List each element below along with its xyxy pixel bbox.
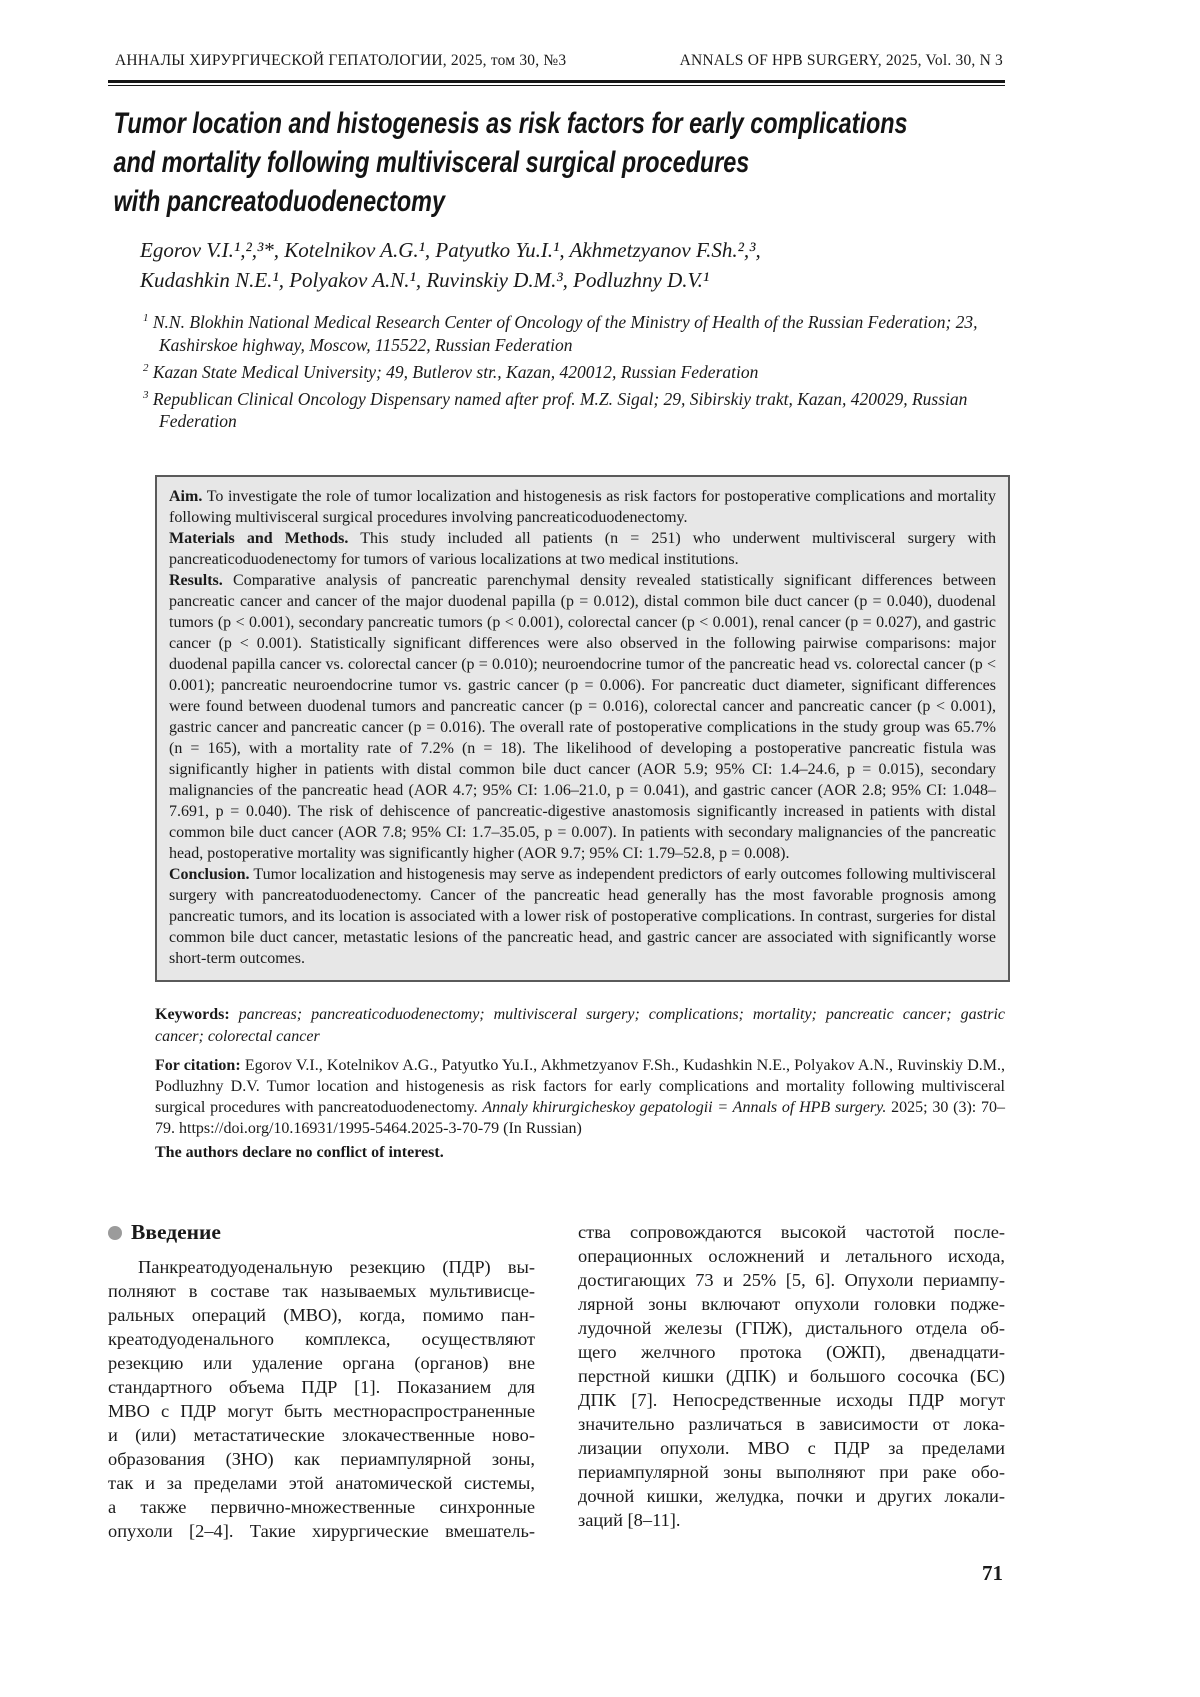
text-line: креатодуоденального комплекса, осуществляют	[108, 1329, 535, 1350]
text-line: образования (ЗНО) как периампулярной зоны,	[108, 1449, 535, 1470]
abstract-section-label: Results.	[169, 572, 223, 590]
keywords-block	[155, 1004, 1005, 1047]
abstract-section-label: Materials and Methods.	[169, 530, 349, 548]
intro-left-column	[108, 1220, 535, 1543]
section-bullet-icon	[108, 1226, 122, 1240]
text-line: и (или) метастатические злокачественные ново-	[108, 1425, 535, 1446]
abstract-section-text: To investigate the role of tumor localization and histogenesis as risk factors for postoperative complications and mortality following multivisceral surgical procedures involving pancreaticoduodenectomy.	[169, 488, 996, 527]
abstract-section-label: Conclusion.	[169, 866, 250, 884]
affiliation-text: Republican Clinical Oncology Dispensary named after prof. M.Z. Sigal; 29, Sibirskiy trakt, Kazan, 420029, Russian Federation	[152, 388, 968, 432]
text-line: ДПК [7]. Непосредственные исходы ПДР могут	[578, 1390, 1005, 1411]
affiliation-marker: 3	[143, 388, 149, 401]
abstract-section-text: This study included all patients (n = 251) who underwent multivisceral surgery with pancreaticoduodenectomy for tumors of various localizations at two medical institutions.	[169, 530, 997, 569]
text-line: так и за пределами этой анатомической системы,	[108, 1473, 535, 1494]
text-line: щего желчного протока (ОЖП), двенадцати-	[578, 1342, 1005, 1363]
affiliation-item	[143, 357, 1005, 384]
text-line: лярной зоны включают опухоли головки подже-	[578, 1294, 1005, 1315]
text-line: опухоли [2–4]. Такие хирургические вмешатель-	[108, 1521, 535, 1542]
article-title-line: and mortality following multivisceral surgical procedures	[113, 146, 750, 179]
page-content	[108, 0, 1005, 1586]
text-line: периампулярной зоны выполняют при раке обо-	[578, 1462, 1005, 1483]
masthead-left-title: АННАЛЫ ХИРУРГИЧЕСКОЙ ГЕПАТОЛОГИИ, 2025, том 30, №3	[115, 52, 567, 69]
text-line: а также первично-множественные синхронные	[108, 1497, 535, 1518]
page-number: 71	[982, 1561, 1003, 1586]
affiliation-item	[143, 384, 1005, 434]
affiliation-text: Kazan State Medical University; 49, Butlerov str., Kazan, 420012, Russian Federation	[152, 361, 759, 382]
text-line: достигающих 73 и 25% [5, 6]. Опухоли периампу-	[578, 1270, 1005, 1291]
text-line: стандартного объема ПДР [1]. Показанием для	[108, 1377, 535, 1398]
affiliation-marker: 1	[143, 312, 149, 324]
text-line: ства сопровождаются высокой частотой после-	[578, 1222, 1005, 1243]
citation-suffix: 2025; 30 (3): 70–79. https://doi.org/10.16931/1995-5464.2025-3-70-79 (In Russian)	[155, 1099, 1006, 1138]
affiliation-marker: 2	[143, 361, 149, 374]
abstract-section-text: Tumor localization and histogenesis may serve as independent predictors of early outcomes following multivisceral surgery with pancreatoduodenectomy. Cancer of the pancreatic head generally has the most favorable prognosis among pancreatic tumors, and its location is associated with a lower risk of postoperative complications. In contrast, surgeries for distal common bile duct cancer, metastatic lesions of the pancreatic head, and gastric cancer are associated with significantly worse short-term outcomes.	[169, 866, 996, 968]
keywords-text: pancreas; pancreaticoduodenectomy; multivisceral surgery; complications; mortality; pancreatic cancer; gastric cancer; colorectal cancer	[155, 1006, 1006, 1045]
text-line: операционных осложнений и летального исхода,	[578, 1246, 1005, 1267]
keywords-label: Keywords:	[155, 1006, 230, 1024]
citation-label: For citation:	[155, 1057, 241, 1075]
masthead-rule-divider	[108, 80, 1005, 86]
article-title-line: with pancreatoduodenectomy	[113, 185, 446, 218]
affiliations-list	[108, 307, 1005, 433]
masthead-right-title: ANNALS OF HPB SURGERY, 2025, Vol. 30, N 3	[679, 52, 1003, 69]
text-line: полняют в составе так называемых мультивисце-	[108, 1281, 535, 1302]
text-line: резекцию или удаление органа (органов) вне	[108, 1353, 535, 1374]
article-title	[108, 104, 908, 221]
abstract-box	[155, 475, 1010, 982]
text-line: лудочной железы (ГПЖ), дистального отдела об-	[578, 1318, 1005, 1339]
text-line: перстной кишки (ДПК) и большого сосочка (БС)	[578, 1366, 1005, 1387]
text-line: лизации опухоли. МВО с ПДР за пределами	[578, 1438, 1005, 1459]
abstract-section-label: Aim.	[169, 488, 203, 506]
text-line: дочной кишки, желудка, почки и других локали-	[578, 1486, 1005, 1507]
abstract-section-materials	[169, 528, 996, 570]
citation-text: Egorov V.I., Kotelnikov A.G., Patyutko Yu.I., Akhmetzyanov F.Sh., Kudashkin N.E., Polyakov A.N., Ruvinskiy D.M., Podluzhny D.V. Tumor location and histogenesis as risk factors for early complications and mortality following multivisceral surgical procedures with pancreatoduodenectomy.	[155, 1057, 1006, 1117]
intro-heading-label: Введение	[131, 1220, 221, 1245]
text-line: Панкреатодуоденальную резекцию (ПДР) вы-	[138, 1257, 535, 1278]
introduction-section	[108, 1220, 1005, 1543]
article-title-line: Tumor location and histogenesis as risk factors for early complications	[113, 107, 908, 140]
intro-right-column	[578, 1220, 1005, 1543]
abstract-section-aim	[169, 486, 996, 528]
abstract-section-results	[169, 570, 996, 864]
intro-heading	[108, 1220, 535, 1245]
citation-journal-name: Annaly khirurgicheskoy gepatologii = Annals of HPB surgery.	[482, 1099, 887, 1117]
citation-block	[155, 1055, 1005, 1139]
affiliation-text: N.N. Blokhin National Medical Research Center of Oncology of the Ministry of Health of the Russian Federation; 23, Kashirskoe highway, Moscow, 115522, Russian Federation	[152, 311, 978, 355]
conflict-of-interest-statement: The authors declare no conflict of interest.	[155, 1144, 444, 1162]
journal-masthead	[108, 52, 1005, 70]
text-line: ральных операций (МВО), когда, помимо пан-	[108, 1305, 535, 1326]
authors-list	[108, 235, 1005, 295]
text-line: МВО с ПДР могут быть местнораспространенные	[108, 1401, 535, 1422]
abstract-section-conclusion	[169, 864, 996, 969]
authors-line: Kudashkin N.E.¹, Polyakov A.N.¹, Ruvinskiy D.M.³, Podluzhny D.V.¹	[140, 268, 710, 292]
text-line: значительно различаться в зависимости от лока-	[578, 1414, 1005, 1435]
text-line: заций [8–11].	[578, 1510, 681, 1531]
authors-line: Egorov V.I.¹,²,³*, Kotelnikov A.G.¹, Patyutko Yu.I.¹, Akhmetzyanov F.Sh.²,³,	[140, 238, 761, 262]
abstract-section-text: Comparative analysis of pancreatic parenchymal density revealed statistically significant differences between pancreatic cancer and cancer of the major duodenal papilla (p = 0.012), distal common bile duct cancer (p = 0.040), duodenal tumors (p < 0.001), secondary pancreatic tumors (p < 0.001), colorectal cancer (p < 0.001), renal cancer (p = 0.027), and gastric cancer (p < 0.001). Statistically significant differences were also observed in the following pairwise comparisons: major duodenal papilla cancer vs. colorectal cancer (p = 0.010); neuroendocrine tumor of the pancreatic head vs. colorectal cancer (p < 0.001); pancreatic neuroendocrine tumor vs. gastric cancer (p = 0.006). For pancreatic duct diameter, significant differences were found between duodenal tumors and pancreatic cancer (p = 0.016), colorectal cancer and pancreatic cancer (p < 0.001), gastric cancer and pancreatic cancer (p = 0.016). The overall rate of postoperative complications in the study group was 65.7% (n = 165), with a mortality rate of 7.2% (n = 18). The likelihood of developing a postoperative pancreatic fistula was significantly higher in patients with distal common bile duct cancer (AOR 5.9; 95% CI: 1.4–24.6, p = 0.015), secondary malignancies of the pancreatic head (AOR 4.7; 95% CI: 1.06–21.0, p = 0.041), and gastric cancer (AOR 2.8; 95% CI: 1.048–7.691, p = 0.040). The risk of dehiscence of pancreatic-digestive anastomosis significantly increased in patients with distal common bile duct cancer (AOR 7.8; 95% CI: 1.7–35.05, p = 0.007). In patients with secondary malignancies of the pancreatic head, postoperative mortality was significantly higher (AOR 9.7; 95% CI: 1.79–52.8, p = 0.008).	[169, 572, 997, 863]
affiliation-item	[143, 307, 1005, 357]
